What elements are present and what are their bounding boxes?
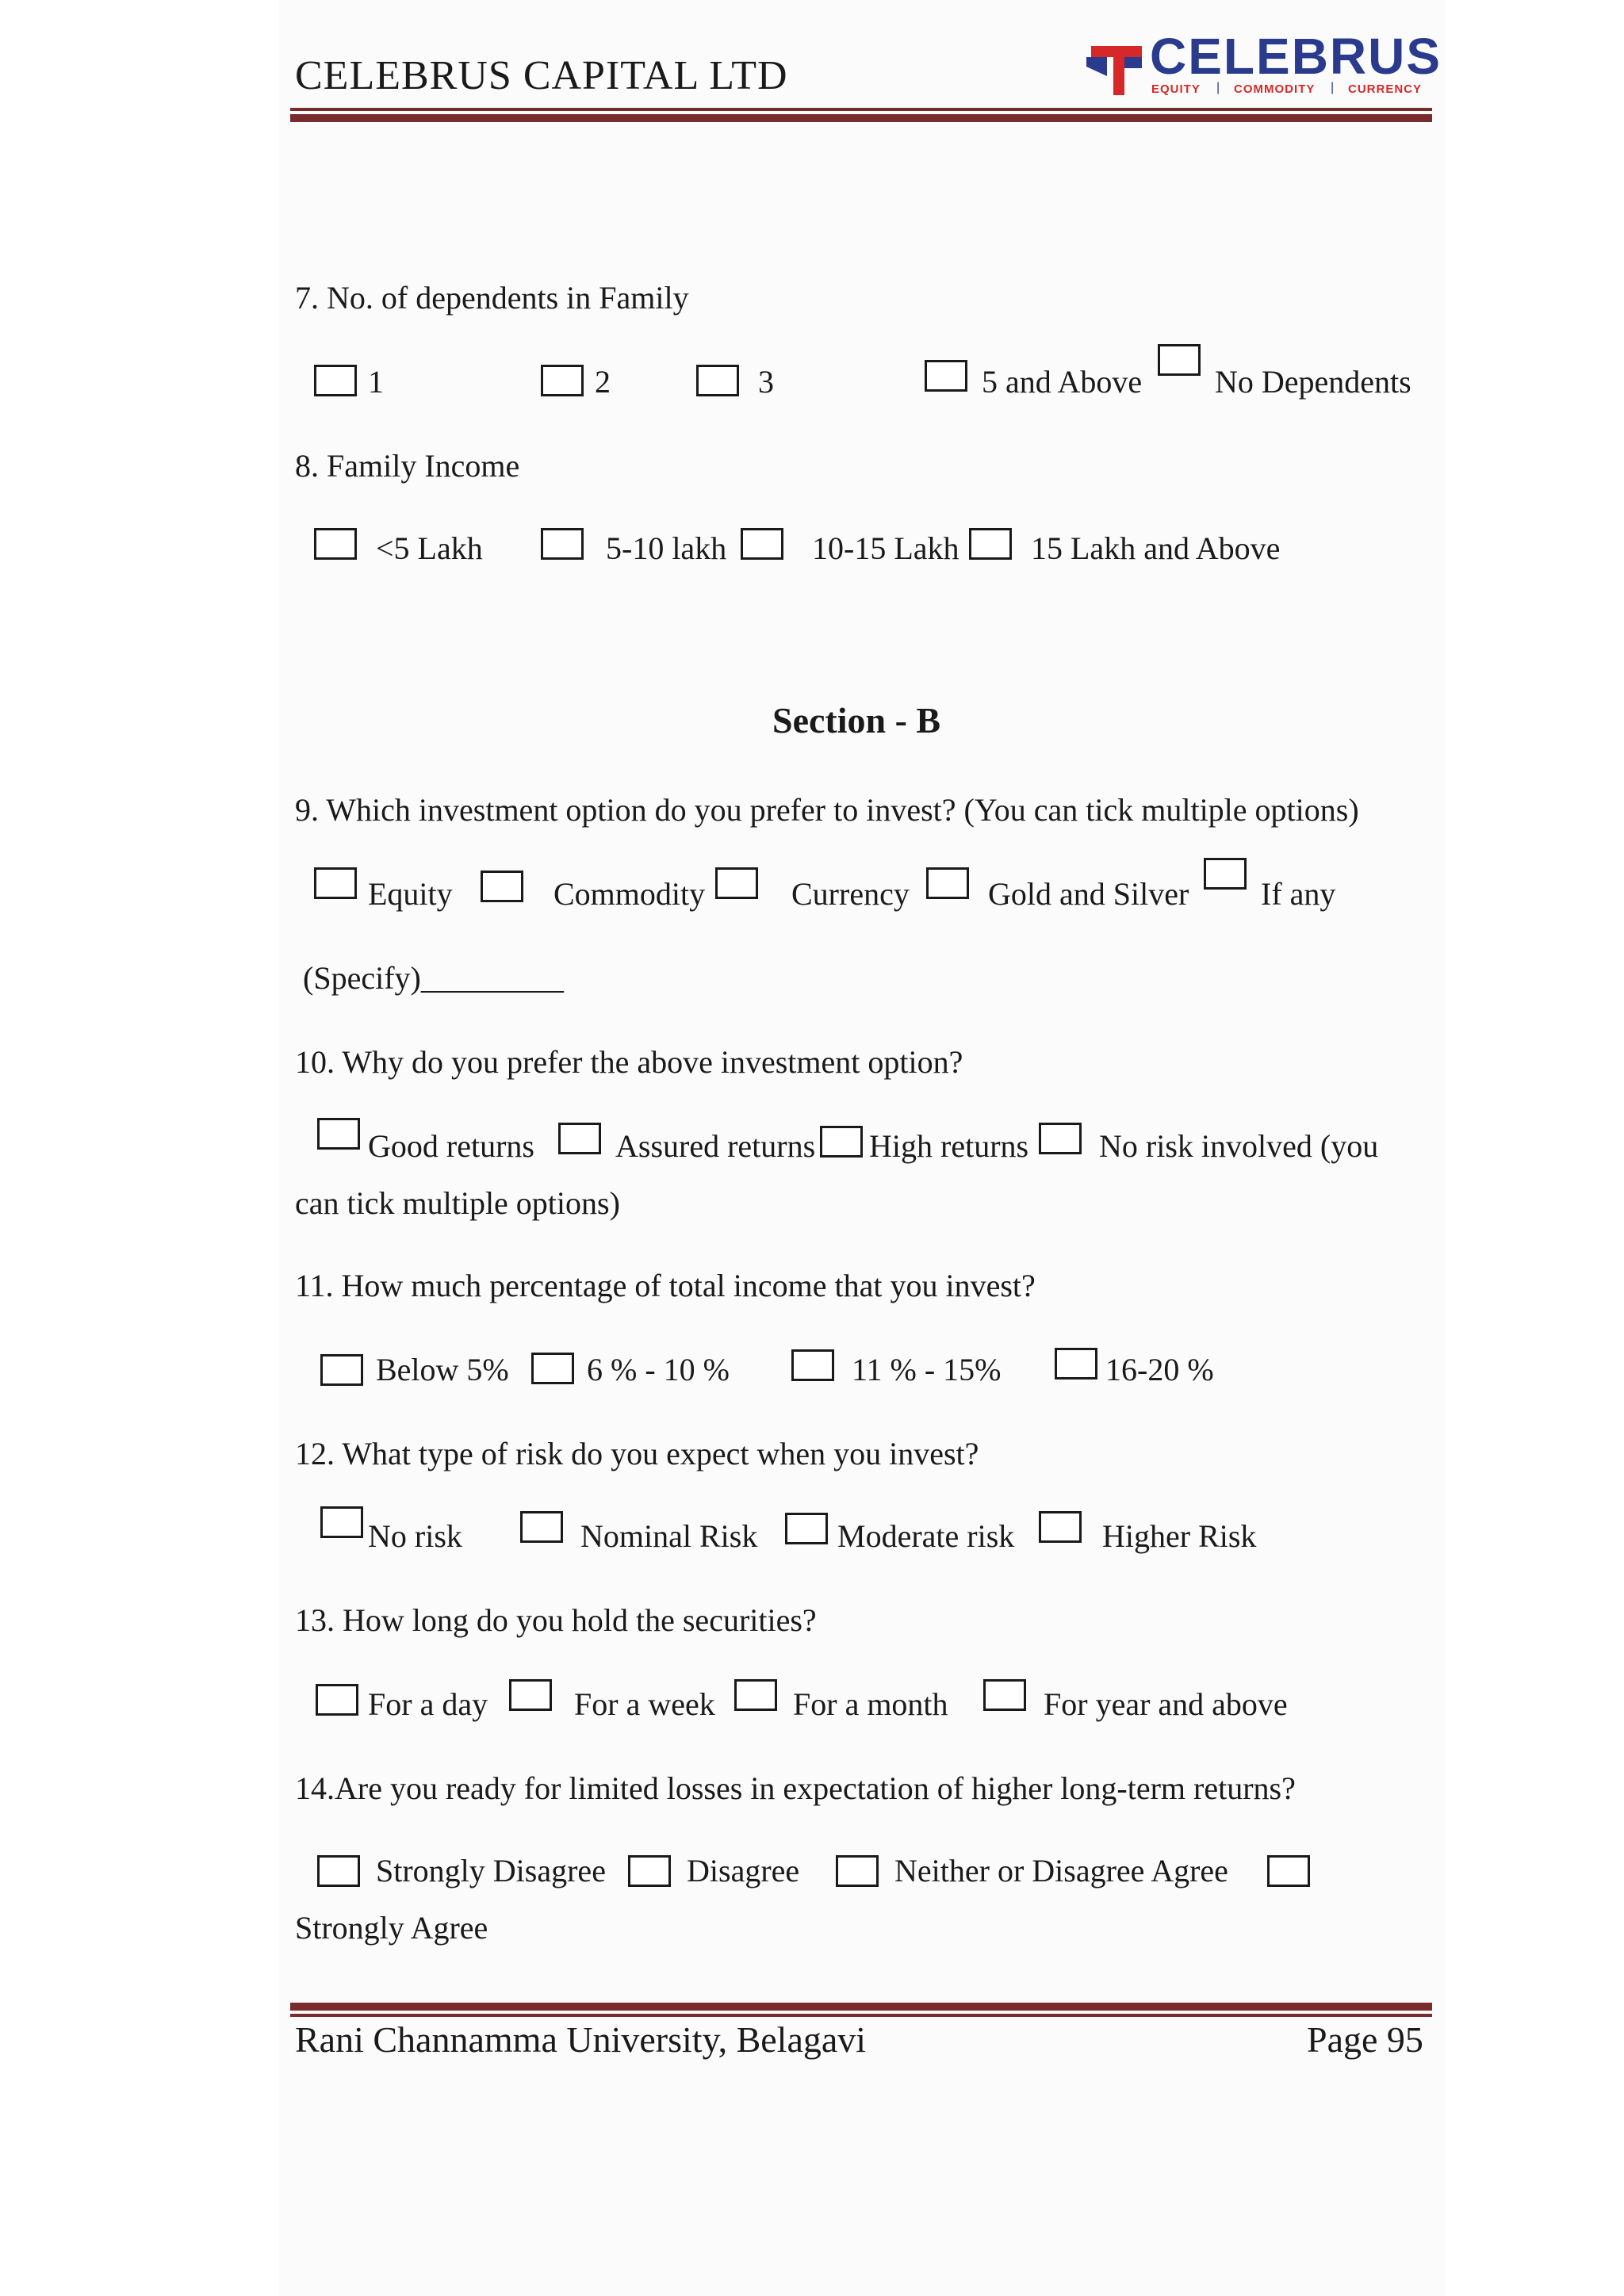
option-label: Gold and Silver (988, 876, 1189, 912)
logo-tag-commodity: COMMODITY (1234, 82, 1316, 96)
question-7: 7. No. of dependents in Family (295, 280, 689, 316)
checkbox-q7-5-and-above[interactable] (925, 360, 967, 392)
page-number: Page 95 (1307, 2019, 1423, 2060)
checkbox-q7-2[interactable] (541, 365, 584, 396)
checkbox-q12-no-risk[interactable] (320, 1506, 363, 1538)
option-label: Moderate risk (837, 1518, 1015, 1554)
header-title: CELEBRUS CAPITAL LTD (295, 53, 788, 98)
header-rule (290, 108, 1432, 122)
option-label: <5 Lakh (376, 530, 483, 566)
option-label: 6 % - 10 % (587, 1352, 730, 1387)
question-8: 8. Family Income (295, 448, 520, 484)
checkbox-q9-commodity[interactable] (481, 871, 523, 902)
option-label: For a month (793, 1686, 948, 1722)
option-label: Good returns (368, 1128, 534, 1164)
option-label: 5 and Above (982, 364, 1143, 400)
checkbox-q10-no-risk[interactable] (1039, 1123, 1082, 1154)
checkbox-q10-high-returns[interactable] (820, 1126, 863, 1158)
checkbox-q13-year[interactable] (983, 1679, 1026, 1711)
option-label: 10-15 Lakh (812, 530, 959, 566)
checkbox-q8-under-5[interactable] (314, 528, 357, 560)
logo-tag-currency: CURRENCY (1348, 82, 1423, 96)
checkbox-q12-nominal-risk[interactable] (520, 1511, 563, 1543)
checkbox-q13-week[interactable] (509, 1679, 552, 1711)
option-label: Disagree (687, 1853, 800, 1888)
question-13: 13. How long do you hold the securities? (295, 1602, 817, 1638)
option-label: 5-10 lakh (606, 530, 727, 566)
checkbox-q14-strongly-agree[interactable] (1267, 1855, 1310, 1887)
checkbox-q12-higher-risk[interactable] (1039, 1511, 1082, 1543)
checkbox-q13-day[interactable] (316, 1684, 358, 1716)
specify-field[interactable]: (Specify)_________ (303, 960, 564, 996)
question-12: 12. What type of risk do you expect when you invest? (295, 1436, 979, 1471)
option-label: Nominal Risk (580, 1518, 758, 1554)
checkbox-q8-5-10[interactable] (541, 528, 584, 560)
question-11: 11. How much percentage of total income that you invest? (295, 1268, 1036, 1303)
logo-separator: | (1216, 81, 1220, 94)
checkbox-q9-equity[interactable] (314, 867, 357, 899)
option-label: 2 (595, 364, 611, 400)
checkbox-q13-month[interactable] (734, 1679, 777, 1711)
logo-separator: | (1331, 81, 1335, 94)
logo-wordmark: CELEBRUS (1150, 28, 1442, 85)
checkbox-q14-disagree[interactable] (628, 1855, 671, 1887)
logo-tag-equity: EQUITY (1151, 82, 1201, 96)
question-10: 10. Why do you prefer the above investment option? (295, 1044, 963, 1080)
option-label: For year and above (1044, 1686, 1288, 1722)
logo-mark-icon (1083, 35, 1147, 98)
question-9: 9. Which investment option do you prefer to invest? (You can tick multiple options) (295, 792, 1359, 828)
section-title: Section - B (772, 700, 941, 740)
checkbox-q7-no-dependents[interactable] (1158, 344, 1201, 376)
checkbox-q11-6-10[interactable] (531, 1353, 574, 1384)
option-label: Higher Risk (1102, 1518, 1257, 1554)
option-label: No risk involved (you (1099, 1128, 1379, 1164)
option-label: Neither or Disagree Agree (894, 1853, 1228, 1888)
option-label: Equity (368, 876, 453, 912)
checkbox-q14-neither[interactable] (836, 1855, 879, 1887)
option-label: If any (1261, 876, 1336, 912)
option-label: High returns (869, 1128, 1029, 1164)
option-label: 1 (368, 364, 384, 400)
checkbox-q7-3[interactable] (696, 365, 739, 396)
option-label: Assured returns (615, 1128, 816, 1164)
footer-university: Rani Channamma University, Belagavi (295, 2019, 867, 2060)
checkbox-q10-good-returns[interactable] (317, 1118, 360, 1150)
checkbox-q8-10-15[interactable] (741, 528, 783, 560)
checkbox-q14-strongly-disagree[interactable] (317, 1855, 360, 1887)
checkbox-q11-16-20[interactable] (1055, 1348, 1097, 1380)
company-logo (1080, 28, 1442, 103)
option-label: For a day (368, 1686, 488, 1722)
option-label: No Dependents (1215, 364, 1411, 400)
option-label: 16-20 % (1105, 1352, 1214, 1387)
option-label: 11 % - 15% (852, 1352, 1002, 1387)
checkbox-q11-11-15[interactable] (791, 1349, 834, 1381)
checkbox-q9-if-any[interactable] (1204, 858, 1247, 890)
option-label: 15 Lakh and Above (1031, 530, 1281, 566)
checkbox-q8-15-above[interactable] (969, 528, 1012, 560)
option-label: Commodity (553, 876, 706, 912)
option-label: 3 (758, 364, 774, 400)
option-continuation: Strongly Agree (295, 1910, 488, 1946)
checkbox-q10-assured-returns[interactable] (558, 1123, 601, 1154)
checkbox-q9-currency[interactable] (715, 867, 758, 899)
option-continuation: can tick multiple options) (295, 1185, 620, 1221)
checkbox-q7-1[interactable] (314, 365, 357, 396)
checkbox-q11-below-5[interactable] (320, 1354, 363, 1386)
footer-rule (290, 2003, 1432, 2017)
checkbox-q12-moderate-risk[interactable] (785, 1513, 828, 1544)
option-label: Strongly Disagree (376, 1853, 606, 1888)
option-label: For a week (574, 1686, 715, 1722)
question-14: 14.Are you ready for limited losses in expectation of higher long-term returns? (295, 1770, 1296, 1806)
option-label: Below 5% (376, 1352, 509, 1387)
option-label: No risk (368, 1518, 462, 1554)
checkbox-q9-gold-silver[interactable] (926, 867, 969, 899)
option-label: Currency (791, 876, 910, 912)
